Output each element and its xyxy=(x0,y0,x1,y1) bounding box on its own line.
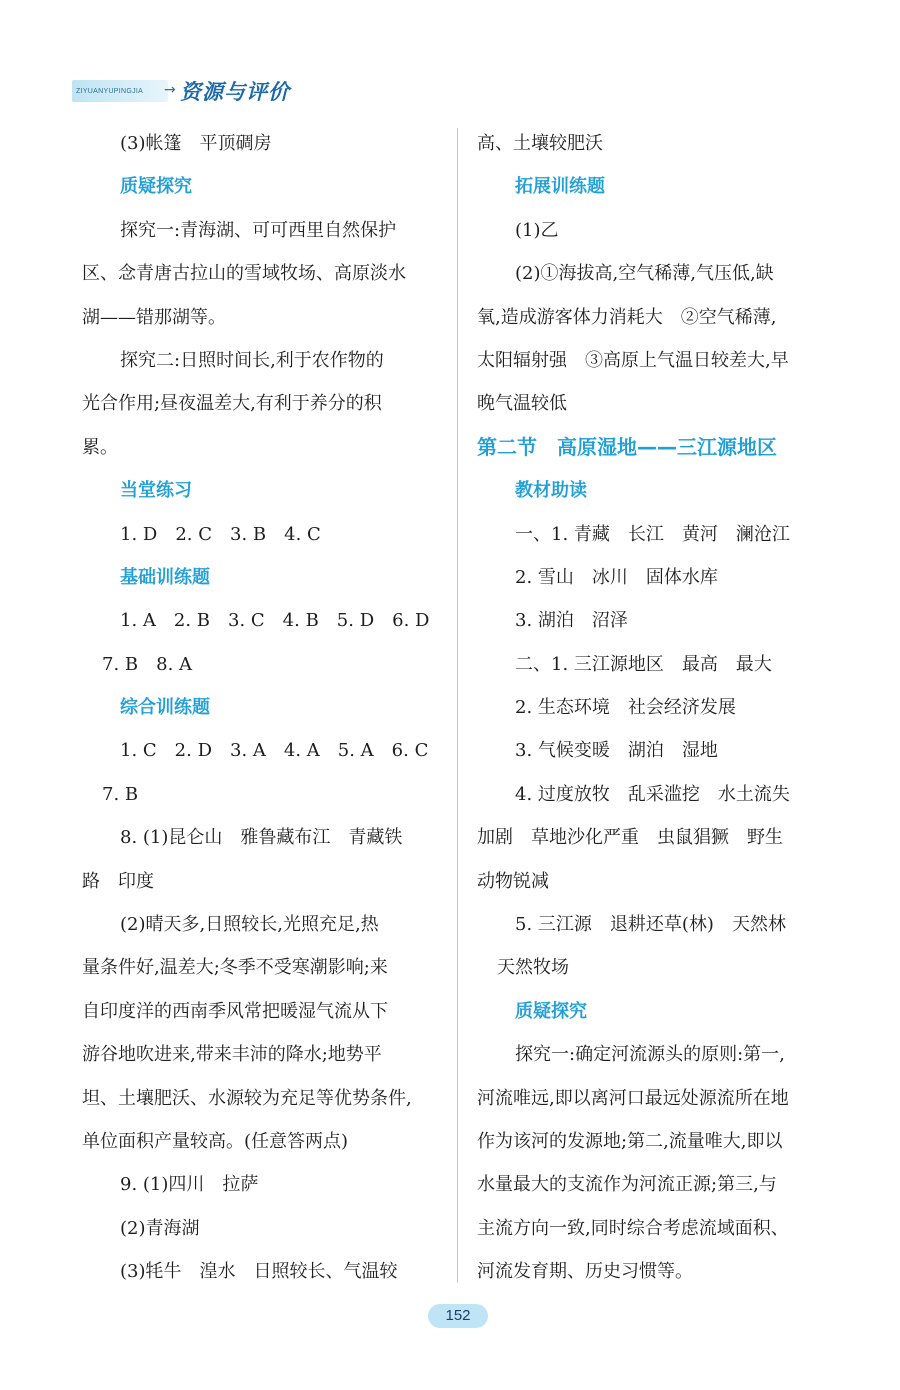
section-heading: 质疑探究 xyxy=(515,1000,587,1022)
header-pinyin: ZIYUANYUPINGJIA xyxy=(76,88,144,95)
answer-line: 光合作用;昼夜温差大,有利于养分的积 xyxy=(82,393,382,415)
answer-line: 区、念青唐古拉山的雪域牧场、高原淡水 xyxy=(82,263,406,285)
answer-line: 太阳辐射强 ③高原上气温日较差大,早 xyxy=(477,349,789,371)
header-arrow-icon: → xyxy=(164,82,176,98)
answer-line: (2)青海湖 xyxy=(120,1217,200,1239)
answer-line: 1. A 2. B 3. C 4. B 5. D 6. D xyxy=(120,610,430,632)
answer-line: 高、土壤较肥沃 xyxy=(477,133,603,154)
answer-line: 一、1. 青藏 长江 黄河 澜沧江 xyxy=(515,523,790,545)
answer-line: 5. 三江源 退耕还草(林) 天然林 xyxy=(515,914,786,936)
answer-line: 坦、土壤肥沃、水源较为充足等优势条件, xyxy=(82,1087,412,1109)
answer-line: 动物锐减 xyxy=(477,870,549,892)
answer-line: 7. B xyxy=(102,783,139,805)
answer-line: 3. 湖泊 沼泽 xyxy=(515,610,628,632)
answer-line: 天然牧场 xyxy=(497,957,569,979)
answer-line: 河流唯远,即以离河口最远处源流所在地 xyxy=(477,1087,789,1109)
answer-line: 1. D 2. C 3. B 4. C xyxy=(120,523,321,545)
answer-line: 游谷地吹进来,带来丰沛的降水;地势平 xyxy=(82,1044,382,1066)
answer-line: 探究一:确定河流源头的原则:第一, xyxy=(515,1044,785,1066)
answer-line: 3. 气候变暖 湖泊 湿地 xyxy=(515,740,718,762)
answer-line: 单位面积产量较高。(任意答两点) xyxy=(82,1130,349,1152)
answer-line: 7. B 8. A xyxy=(102,653,193,675)
page-number: 152 xyxy=(428,1304,488,1328)
page-header xyxy=(72,76,312,106)
answer-line: 水量最大的支流作为河流正源;第三,与 xyxy=(477,1174,777,1196)
answer-line: (1)乙 xyxy=(515,219,559,241)
answer-line: 8. (1)昆仑山 雅鲁藏布江 青藏铁 xyxy=(120,827,403,849)
answer-line: 4. 过度放牧 乱采滥挖 水土流失 xyxy=(515,783,790,805)
right-column xyxy=(477,122,833,1294)
answer-line: (2)①海拔高,空气稀薄,气压低,缺 xyxy=(515,263,774,285)
answer-line: 累。 xyxy=(82,436,118,458)
answer-line: 晚气温较低 xyxy=(477,393,567,415)
answer-line: (3)牦牛 湟水 日照较长、气温较 xyxy=(120,1261,398,1283)
answer-line: 湖——错那湖等。 xyxy=(82,306,226,328)
answer-line: 2. 雪山 冰川 固体水库 xyxy=(515,566,718,588)
answer-line: 9. (1)四川 拉萨 xyxy=(120,1174,259,1196)
answer-line: 1. C 2. D 3. A 4. A 5. A 6. C xyxy=(120,740,429,762)
section-heading: 当堂练习 xyxy=(120,480,192,502)
answer-line: 河流发育期、历史习惯等。 xyxy=(477,1261,693,1283)
answer-line: 氧,造成游客体力消耗大 ②空气稀薄, xyxy=(477,306,777,328)
section-heading: 质疑探究 xyxy=(120,176,192,198)
section-heading: 综合训练题 xyxy=(120,697,210,719)
answer-line: (3)帐篷 平顶碉房 xyxy=(120,133,272,154)
answer-line: 二、1. 三江源地区 最高 最大 xyxy=(515,653,772,675)
answer-line: 自印度洋的西南季风常把暖湿气流从下 xyxy=(82,1000,388,1022)
answer-line: 加剧 草地沙化严重 虫鼠猖獗 野生 xyxy=(477,827,783,849)
left-column xyxy=(82,122,438,1294)
answer-line: 2. 生态环境 社会经济发展 xyxy=(515,697,736,719)
section-heading: 教材助读 xyxy=(515,480,587,502)
header-title: 资源与评价 xyxy=(180,80,290,104)
answer-line: 主流方向一致,同时综合考虑流域面积、 xyxy=(477,1217,789,1239)
answer-line: 作为该河的发源地;第二,流量唯大,即以 xyxy=(477,1130,783,1152)
column-divider xyxy=(457,128,458,1283)
answer-line: 量条件好,温差大;冬季不受寒潮影响;来 xyxy=(82,957,388,979)
section-heading: 基础训练题 xyxy=(120,566,210,588)
answer-line: 路 印度 xyxy=(82,870,154,892)
answer-line: (2)晴天多,日照较长,光照充足,热 xyxy=(120,914,379,936)
section-heading: 拓展训练题 xyxy=(515,176,605,198)
answer-line: 探究一:青海湖、可可西里自然保护 xyxy=(120,219,397,241)
chapter-section-title: 第二节 高原湿地——三江源地区 xyxy=(477,434,777,459)
answer-line: 探究二:日照时间长,利于农作物的 xyxy=(120,349,384,371)
